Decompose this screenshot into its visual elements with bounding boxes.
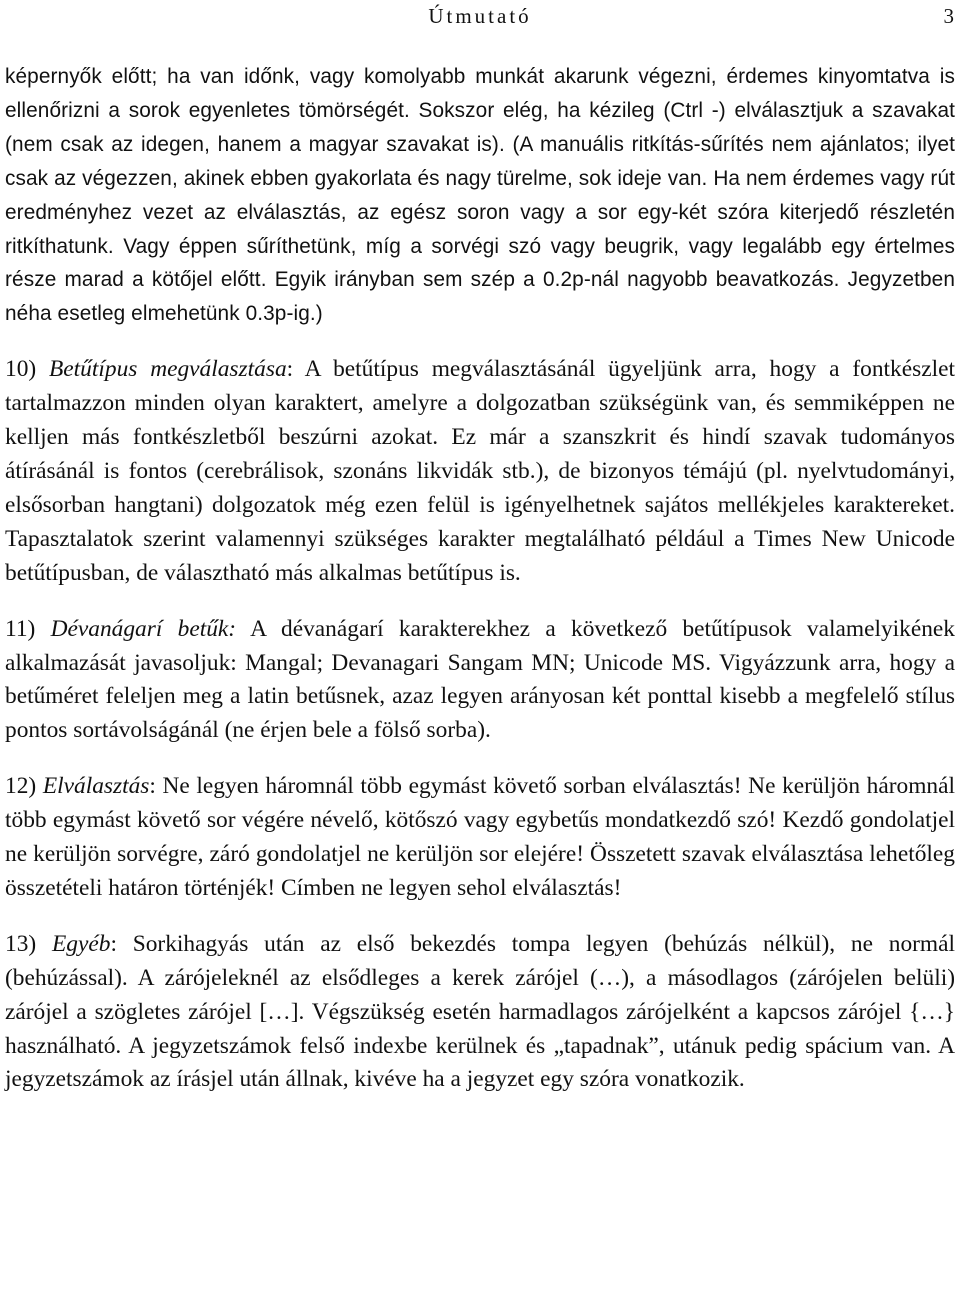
paragraph-text: : Ne legyen háromnál több egymást követő sorban elválasztás! Ne kerüljön háromnál több egymást követő sor végére névelő, kötőszó vagy egybetűs mondatkezdő szó! Kezdő gondolatjel ne kerüljön sorvégre, záró gondolatjel ne kerüljön sor elejére! Összetett szavak elválasztása lehetőleg összetételi határon történjék! Címben ne legyen sehol elválasztás!: [5, 773, 955, 901]
paragraph-12-hyphenation: [5, 770, 955, 906]
running-header: [6, 2, 954, 32]
item-heading: Egyéb: [51, 930, 111, 957]
paragraph-text: képernyők előtt; ha van időnk, vagy komolyabb munkát akarunk végezni, érdemes kinyomtatva is ellenőrizni a sorok egyenletes tömörségét. Sokszor elég, ha kézileg (Ctrl -) elválasztjuk a szavakat (nem csak az idegen, hanem a magyar szavakat is). (A manuális ritkítás-sűrítés nem ajánlatos; ilyet csak az végezzen, akinek ebben gyakorlata és nagy türelme, sok ideje van. Ha nem érdemes vagy rút eredményhez vezet az elválasztás, az egész soron vagy a sor egy-két szóra kiterjedő részletén ritkíthatunk. Vagy éppen sűríthetünk, míg a sorvégi szó vagy beugrik, vagy legalább egy értelmes része marad a kötőjel előtt. Egyik irányban sem szép a 0.2p-nál nagyobb beavatkozás. Jegyzetben néha esetleg elmehetünk 0.3p-ig.): [5, 65, 955, 326]
item-number: 11): [5, 615, 36, 642]
item-number: 13): [5, 930, 37, 957]
item-number: 10): [5, 356, 37, 383]
item-heading: Betűtípus megválasztása: [49, 356, 287, 383]
item-heading: Elválasztás: [42, 773, 150, 800]
paragraph-text: : A betűtípus megválasztásánál ügyeljünk arra, hogy a fontkészlet tartalmazzon minden olyan karaktert, amelyre a dolgozatban szükségünk van, és semmiképpen ne kelljen más fontkészletből beszúrni azokat. Ez már a szanszkrit és hindí szavak tudományos átírásánál is fontos (cerebrálisok, szonáns likvidák stb.), de bizonyos témájú (pl. nyelvtudományi, elsősorban hangtani) dolgozatok még ezen felül is igényelhetnek sajátos mellékjeles karaktereket. Tapasztalatok szerint valamennyi szükséges karakter megtalálható például a Times New Unicode betűtípusban, de választható más alkalmas betűtípus is.: [5, 356, 955, 586]
paragraph-10-font-selection: [5, 353, 955, 590]
running-title: Útmutató: [428, 4, 532, 28]
paragraph-text: A dévanágarí karakterekhez a következő betűtípusok valamelyikének alkalmazását javasoljuk: Mangal; Devanagari Sangam MN; Unicode MS. Vigyázzunk arra, hogy a betűméret feleljen meg a latin betűsnek, azaz legyen arányosan két ponttal kisebb a megfelelő stílus pontos sortávolságánál (ne érjen bele a fölső sorba).: [5, 615, 955, 744]
item-heading: Dévanágarí betűk:: [50, 615, 237, 642]
page-number: 3: [943, 4, 954, 28]
body-text: [5, 60, 955, 1097]
item-number: 12): [5, 773, 37, 800]
paragraph-continuation: [5, 60, 955, 331]
paragraph-13-other: [5, 928, 955, 1098]
paragraph-text: : Sorkihagyás után az első bekezdés tompa legyen (behúzás nélkül), ne normál (behúzással). A zárójeleknél az elsődleges a kerek zárójel (…), a másodlagos (zárójelen belüli) zárójel a szögletes zárójel […]. Végszükség esetén harmadlagos zárójelként a kapcsos zárójel {…} használható. A jegyzetszámok felső indexbe kerülnek és „tapadnak”, utánuk pedig spácium van. A jegyzetszámok az írásjel után állnak, kivéve ha a jegyzet egy szóra vonatkozik.: [5, 930, 955, 1093]
paragraph-11-devanagari: [5, 613, 955, 749]
